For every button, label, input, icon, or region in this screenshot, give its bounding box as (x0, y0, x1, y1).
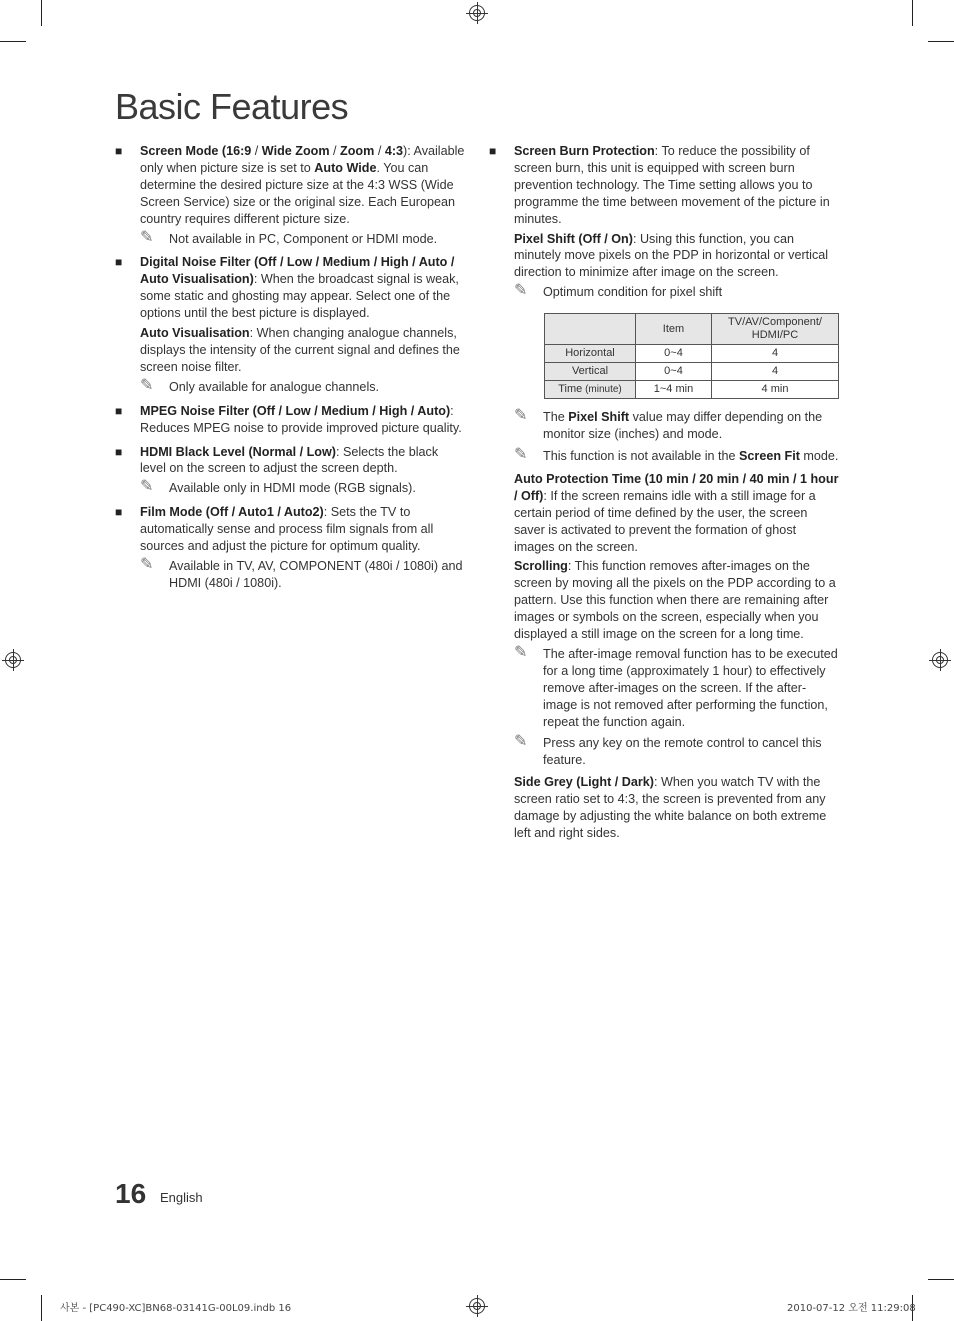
square-bullet-icon: ■ (489, 144, 497, 158)
table-cell: 4 (712, 345, 839, 363)
square-bullet-icon: ■ (115, 144, 123, 158)
note: ✎ Not available in PC, Component or HDMI mode. (140, 228, 438, 246)
table-row (545, 381, 839, 399)
side-grey-text: Side Grey (Light / Dark): When you watch TV with the screen ratio set to 4:3, the screen is prevented from any damage by adjusting the white balance on both extreme left and right sides. (514, 775, 827, 840)
table-header (545, 314, 636, 345)
film-mode-text: Film Mode (Off / Auto1 / Auto2): Sets the TV to automatically sense and process film signals from all sources and adjust the picture for optimum quality. (140, 505, 434, 554)
square-bullet-icon: ■ (115, 505, 123, 520)
pencil-note-icon: ✎ (140, 555, 154, 573)
screen-burn-text: Screen Burn Protection: To reduce the possibility of screen burn, this unit is equipped with screen burn prevention technology. The Time setting allows you to programme the time between movement of the picture in minutes. (514, 144, 830, 226)
crop-mark (0, 1279, 26, 1280)
hdmi-black-item (115, 444, 467, 498)
table-header-row (545, 314, 839, 345)
crop-mark (0, 41, 26, 42)
pencil-note-icon: ✎ (140, 376, 154, 394)
crop-mark (928, 41, 954, 42)
registration-mark-icon (932, 652, 948, 668)
note: ✎ Press any key on the remote control to cancel this feature. (514, 733, 822, 768)
table-row-label: Vertical (545, 363, 636, 381)
table-row (545, 345, 839, 363)
right-column (489, 143, 839, 849)
table-cell: 4 (712, 363, 839, 381)
scrolling-text: Scrolling: This function removes after-images on the screen by moving all the pixels on the PDP according to a pattern. Use this function when there are remaining after images or symbols on the screen, especially when you displayed a still image on the screen for a long time. (514, 559, 836, 642)
screen-mode-item (115, 143, 467, 247)
screen-burn-item (489, 143, 839, 842)
note: ✎ Only available for analogue channels. (140, 376, 380, 394)
table-cell: 0~4 (636, 345, 712, 363)
note: ✎ The after-image removal function has to be executed for a long time (approximately 1 hour) to effectively remove after-images on the screen. If the after-image is not removed after performing the function, repeat the function again. (514, 643, 838, 729)
page-number: 16 (115, 1178, 147, 1209)
page-language: English (160, 1190, 203, 1205)
hdmi-black-text: HDMI Black Level (Normal / Low): Selects the black level on the screen to adjust the screen depth. (140, 444, 439, 476)
digital-noise-item (115, 254, 467, 395)
pencil-note-icon: ✎ (514, 407, 528, 425)
note: ✎ Optimum condition for pixel shift (514, 282, 723, 300)
film-mode-item (115, 504, 467, 592)
auto-visualisation-text: Auto Visualisation: When changing analogue channels, displays the intensity of the current signal and defines the screen noise filter. (140, 326, 460, 374)
square-bullet-icon: ■ (115, 444, 123, 459)
pencil-note-icon: ✎ (514, 282, 528, 300)
auto-protection-text: Auto Protection Time (10 min / 20 min / 40 min / 1 hour / Off): If the screen remains idle with a still image for a certain period of time defined by the user, the screen saver is activated to prevent the formation of ghost images on the screen. (514, 471, 839, 554)
note: ✎ Available only in HDMI mode (RGB signals). (140, 478, 416, 496)
mpeg-noise-text: MPEG Noise Filter (Off / Low / Medium / High / Auto): Reduces MPEG noise to provide improved picture quality. (140, 403, 462, 435)
table-cell: 1~4 min (636, 381, 712, 399)
left-column (115, 143, 467, 599)
registration-mark-icon (5, 652, 21, 668)
pencil-note-icon: ✎ (514, 445, 528, 463)
crop-mark (912, 0, 913, 26)
pixel-shift-text: Pixel Shift (Off / On): Using this function, you can minutely move pixels on the PDP in horizontal or vertical direction to minimize after image on the screen. (514, 231, 829, 280)
mpeg-noise-item (115, 403, 467, 437)
table-row (545, 363, 839, 381)
table-row-label: Time (minute) (545, 381, 636, 399)
pencil-note-icon: ✎ (140, 228, 154, 246)
table-cell: 0~4 (636, 363, 712, 381)
crop-mark (41, 1295, 42, 1321)
screen-mode-text: Screen Mode (16:9 / Wide Zoom / Zoom / 4:3): Available only when picture size is set to Auto Wide. You can determine the desired picture size at the 4:3 WSS (Wide Screen Service) size or the original size. Each European country requires different picture size. (140, 144, 465, 226)
digital-noise-text: Digital Noise Filter (Off / Low / Medium / High / Auto / Auto Visualisation): When the broadcast signal is weak, some static and ghosting may appear. Select one of the options until the best picture is displayed. (140, 255, 459, 321)
table-row-label: Horizontal (545, 345, 636, 363)
pencil-note-icon: ✎ (514, 643, 528, 661)
print-slug-file: 사본 - [PC490-XC]BN68-03141G-00L09.indb 16 (60, 1303, 292, 1314)
note: ✎ This function is not available in the Screen Fit mode. (514, 445, 839, 463)
table-header: TV/AV/Component/ HDMI/PC (712, 314, 839, 345)
pencil-note-icon: ✎ (514, 733, 528, 751)
note: ✎ The Pixel Shift value may differ depending on the monitor size (inches) and mode. (514, 407, 823, 442)
table-cell: 4 min (712, 381, 839, 399)
registration-mark-icon (469, 5, 485, 21)
crop-mark (41, 0, 42, 26)
square-bullet-icon: ■ (115, 255, 123, 270)
registration-mark-icon (469, 1298, 485, 1314)
note: ✎ Available in TV, AV, COMPONENT (480i / 1080i) and HDMI (480i / 1080i). (140, 555, 463, 590)
table-header: Item (636, 314, 712, 345)
page-title: Basic Features (115, 86, 349, 127)
pixel-shift-table (544, 313, 839, 399)
square-bullet-icon: ■ (115, 403, 123, 418)
pencil-note-icon: ✎ (140, 478, 154, 496)
crop-mark (928, 1279, 954, 1280)
print-slug-date: 2010-07-12 오전 11:29:08 (787, 1303, 916, 1314)
